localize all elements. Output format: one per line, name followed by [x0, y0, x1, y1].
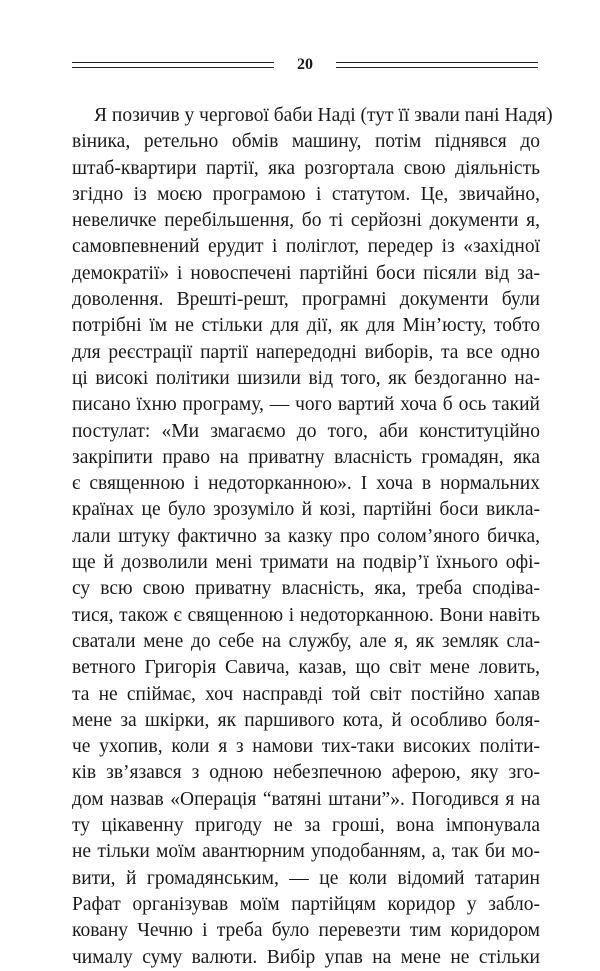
- text-line: не тільки моїм авантюрним уподобанням, а, так би мо-: [72, 841, 540, 863]
- text-line: закріпити право на приватну власність громадян, яка: [72, 446, 540, 468]
- text-line: ще й дозволили мені тримати на подвір’ї їхнього офі-: [72, 552, 540, 574]
- text-line: та не спіймає, хоч насправді той світ постійно хапав: [72, 683, 540, 705]
- text-line: Рафат організував моїм партійцям коридор у забло-: [72, 893, 540, 915]
- text-line: ту цікавенну пригоду не за гроші, вона імпонувала: [72, 815, 540, 837]
- text-line: штаб-квартири партії, яка розгортала свою діяльність: [72, 157, 540, 179]
- text-line: потрібні їм не стільки для дії, як для Мін’юсту, тобто: [72, 315, 540, 337]
- text-line: ків зв’язався з одною небезпечною аферою, яку зго-: [72, 762, 540, 784]
- text-line: згідно із моєю програмою і статутом. Це, звичайно,: [72, 183, 540, 205]
- text-line: Я позичив у чергової баби Наді (тут її звали пані Надя): [94, 105, 553, 126]
- text-line: писано їхню програму, — чого вартий хоча б ось такий: [72, 394, 540, 416]
- body-text: [72, 103, 553, 971]
- text-line: су всю свою приватну власність, яка, треба сподіва-: [72, 578, 540, 600]
- text-line: демократії» і новоспечені партійні боси пісяли від за-: [72, 262, 540, 284]
- text-line: для реєстрації партії напередодні виборів, та все одно: [72, 341, 540, 363]
- text-line: че ухопив, коли я з намови тих-таки високих політи-: [72, 736, 540, 758]
- text-line: ковану Чечню і треба було перевезти тим коридором: [72, 920, 540, 942]
- text-line: ці високі політики шизили від того, як бездоганно на-: [72, 367, 540, 389]
- text-line: є священною і недоторканною». І хоча в нормальних: [72, 473, 540, 495]
- text-line: чималу суму валюти. Вибір упав на мене не стільки: [72, 946, 540, 968]
- text-line: ветного Григорія Савича, казав, що світ мене ловить,: [72, 657, 540, 679]
- text-line: лали штуку фактично за казку про солом’яного бичка,: [72, 525, 540, 547]
- text-line: мене за шкірки, як паршивого кота, й особливо боля-: [72, 709, 540, 731]
- header-rule-right: [336, 62, 538, 68]
- text-line: дом назвав «Операція “ватяні штани”». Погодився я на: [72, 788, 540, 810]
- text-line: вити, й громадянським, — це коли відомий татарин: [72, 867, 540, 889]
- text-line: країнах це було зрозуміло й козі, партійні боси викла-: [72, 499, 540, 521]
- text-line: віника, ретельно обмів машину, потім піднявся до: [72, 131, 540, 153]
- text-line: доволення. Врешті-решт, програмні документи були: [72, 289, 540, 311]
- text-line: сватали мене до себе на службу, але я, як земляк сла-: [72, 630, 540, 652]
- text-line: тися, також є священною і недоторканною. Вони навіть: [72, 604, 540, 626]
- page-header: [72, 56, 538, 78]
- text-line: невеличке перебільшення, бо ті серйозні документи я,: [72, 210, 540, 232]
- text-line: постулат: «Ми змагаємо до того, аби конституційно: [72, 420, 540, 442]
- page-number: 20: [297, 56, 313, 73]
- text-line: самовпевнений ерудит і поліглот, передер із «західної: [72, 236, 540, 258]
